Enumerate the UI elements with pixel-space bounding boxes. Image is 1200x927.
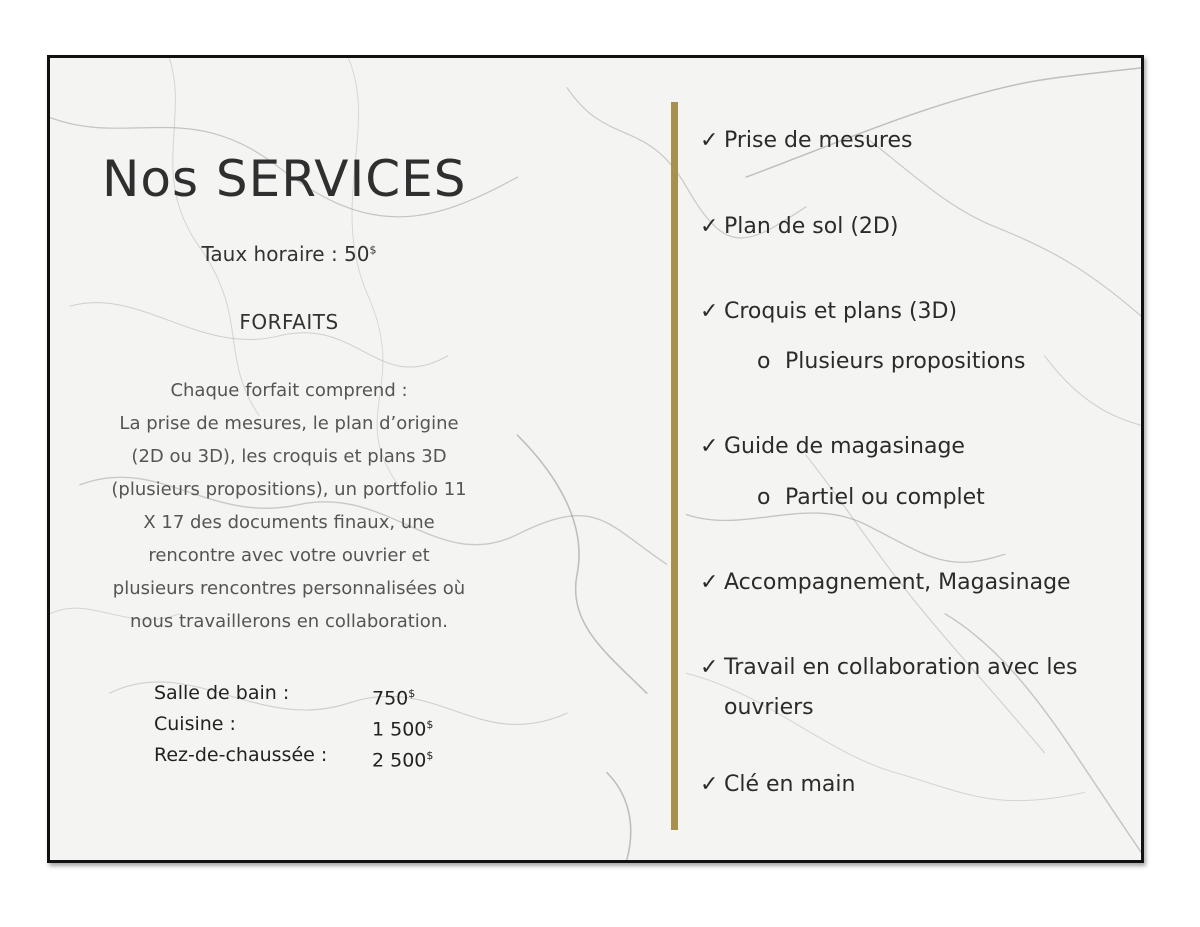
price-row bbox=[154, 740, 433, 771]
description-line: plusieurs rencontres personnalisées où bbox=[112, 578, 466, 599]
check-icon: ✓ bbox=[700, 772, 719, 797]
hourly-rate-currency: $ bbox=[369, 243, 377, 257]
service-item: ✓ Accompagnement, Magasinage bbox=[700, 570, 1071, 595]
service-subitem: o Partiel ou complet bbox=[757, 485, 985, 510]
price-row bbox=[154, 709, 433, 740]
price-value: 1 500$ bbox=[372, 718, 434, 741]
service-item: ✓ Guide de magasinage bbox=[700, 434, 965, 459]
check-icon: ✓ bbox=[700, 128, 719, 153]
service-item: ✓ Travail en collaboration avec les ouvriers bbox=[700, 648, 1100, 728]
right-column bbox=[700, 58, 1130, 860]
price-value: 2 500$ bbox=[372, 749, 434, 772]
description-line: rencontre avec votre ouvrier et bbox=[148, 545, 430, 566]
description-line: (plusieurs propositions), un portfolio 11 bbox=[111, 479, 467, 500]
service-item: ✓ Croquis et plans (3D) bbox=[700, 299, 958, 324]
check-icon: ✓ bbox=[700, 299, 719, 324]
vertical-divider bbox=[671, 102, 678, 830]
description-line: (2D ou 3D), les croquis et plans 3D bbox=[131, 446, 447, 467]
circle-bullet-icon: o bbox=[757, 349, 771, 374]
price-list bbox=[154, 678, 433, 771]
page-title: Nos SERVICES bbox=[102, 150, 467, 208]
service-subitem: o Plusieurs propositions bbox=[757, 349, 1026, 374]
price-row bbox=[154, 678, 433, 709]
price-name: Cuisine : bbox=[154, 713, 236, 735]
forfaits-heading: FORFAITS bbox=[239, 310, 339, 334]
price-name: Salle de bain : bbox=[154, 682, 290, 704]
left-column bbox=[50, 58, 671, 860]
description-line: La prise de mesures, le plan d’origine bbox=[119, 413, 459, 434]
price-value: 750$ bbox=[372, 687, 416, 710]
description-line: nous travaillerons en collaboration. bbox=[130, 611, 448, 632]
service-item: ✓ Clé en main bbox=[700, 772, 856, 797]
circle-bullet-icon: o bbox=[757, 485, 771, 510]
service-item: ✓ Prise de mesures bbox=[700, 128, 913, 153]
check-icon: ✓ bbox=[700, 570, 719, 595]
package-description bbox=[94, 374, 484, 638]
hourly-rate-label: Taux horaire : 50 bbox=[201, 242, 370, 266]
services-card bbox=[47, 55, 1144, 863]
service-item: ✓ Plan de sol (2D) bbox=[700, 214, 899, 239]
description-line: Chaque forfait comprend : bbox=[170, 380, 408, 401]
check-icon: ✓ bbox=[700, 434, 719, 459]
hourly-rate bbox=[50, 242, 528, 266]
check-icon: ✓ bbox=[700, 655, 719, 680]
description-line: X 17 des documents finaux, une bbox=[143, 512, 435, 533]
check-icon: ✓ bbox=[700, 214, 719, 239]
price-name: Rez-de-chaussée : bbox=[154, 744, 328, 766]
